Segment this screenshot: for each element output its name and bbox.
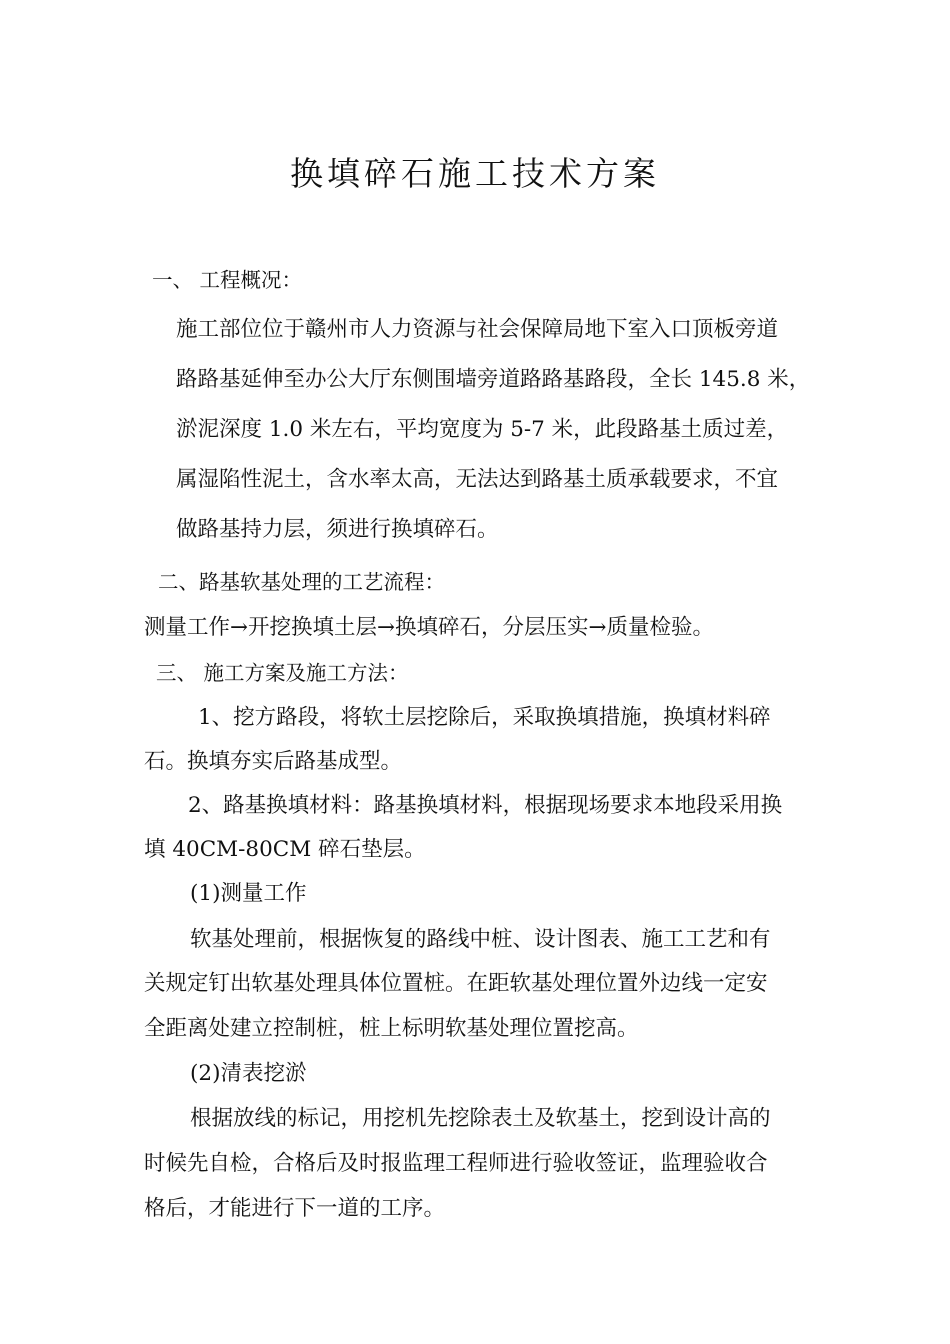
paragraph-line: 施工部位位于赣州市人力资源与社会保障局地下室入口顶板旁道 <box>176 317 779 342</box>
subsection-1-title: (1)测量工作 <box>190 881 307 906</box>
section-1-heading: 一、 工程概况： <box>152 268 303 292</box>
paragraph-line: 属湿陷性泥土，含水率太高，无法达到路基土质承载要求，不宜 <box>176 467 779 492</box>
paragraph-line: 格后，才能进行下一道的工序。 <box>144 1196 446 1221</box>
paragraph-line: 根据放线的标记，用挖机先挖除表土及软基土，挖到设计高的 <box>190 1106 771 1131</box>
paragraph-line: 2、路基换填材料：路基换填材料，根据现场要求本地段采用换 <box>188 793 783 818</box>
paragraph-line: 做路基持力层，须进行换填碎石。 <box>176 517 499 542</box>
paragraph-line: 1、挖方路段，将软土层挖除后，采取换填措施，换填材料碎 <box>198 705 771 730</box>
paragraph-line: 填 40CM-80CM 碎石垫层。 <box>144 837 426 862</box>
paragraph-line: 时候先自检，合格后及时报监理工程师进行验收签证，监理验收合 <box>144 1151 768 1176</box>
section-2-heading: 二、路基软基处理的工艺流程： <box>158 570 445 594</box>
paragraph-line: 路路基延伸至办公大厅东侧围墙旁道路路基路段，全长 145.8 米， <box>176 367 811 392</box>
subsection-2-title: (2)清表挖淤 <box>190 1061 307 1086</box>
paragraph-line: 石。换填夯实后路基成型。 <box>144 749 403 774</box>
document-title: 换填碎石施工技术方案 <box>290 154 660 193</box>
process-flow-line: 测量工作→开挖换填土层→换填碎石，分层压实→质量检验。 <box>144 615 715 640</box>
paragraph-line: 淤泥深度 1.0 米左右，平均宽度为 5-7 米，此段路基土质过差， <box>176 417 789 442</box>
section-3-heading: 三、 施工方案及施工方法： <box>156 661 409 685</box>
paragraph-line: 软基处理前，根据恢复的路线中桩、设计图表、施工工艺和有 <box>190 927 771 952</box>
paragraph-line: 全距离处建立控制桩，桩上标明软基处理位置挖高。 <box>144 1016 639 1041</box>
paragraph-line: 关规定钉出软基处理具体位置桩。在距软基处理位置外边线一定安 <box>144 971 768 996</box>
